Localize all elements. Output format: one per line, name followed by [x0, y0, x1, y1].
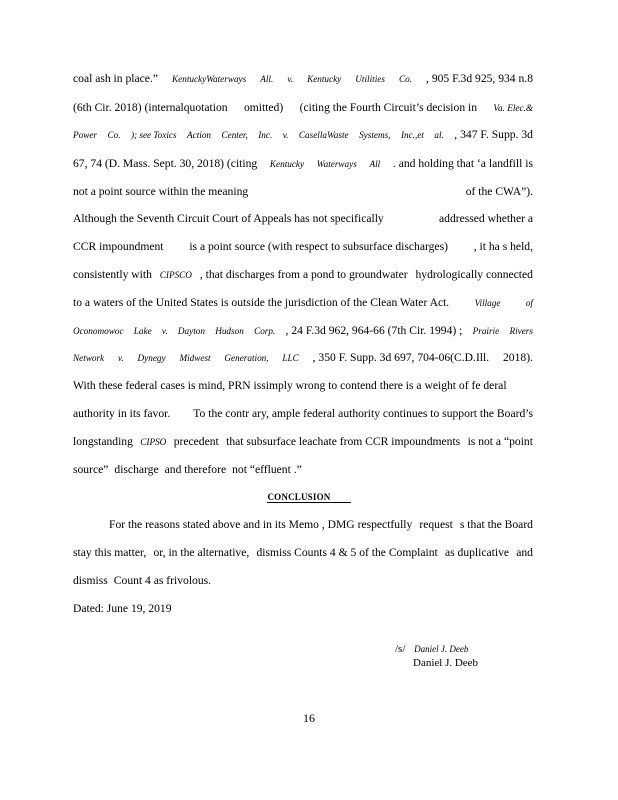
text-segment: longstanding [73, 435, 133, 448]
body-text-line [73, 185, 533, 199]
italic-citation-text: CIPSCO [159, 270, 192, 280]
body-text-line [73, 240, 533, 254]
body-text-line [73, 128, 533, 142]
text-segment: that subsurface leachate from CCR impoundments [226, 435, 461, 448]
body-text-line [73, 435, 533, 449]
italic-citation-text: v. [287, 74, 294, 84]
body-text-line [73, 463, 533, 477]
italic-citation-text: KentuckyWaterways [172, 74, 247, 84]
body-text-line [73, 407, 533, 421]
italic-citation-text: v. [282, 130, 289, 140]
italic-citation-text: Midwest [179, 353, 211, 363]
italic-citation-text: Oconomowoc [73, 326, 124, 336]
body-text-line [73, 296, 533, 310]
italic-citation-text: Va. Elec.& [493, 103, 533, 113]
text-segment: , 347 F. Supp. 3d [454, 128, 533, 141]
italic-citation-text: Dayton [177, 326, 205, 336]
text-segment: of the CWA”). [465, 185, 533, 198]
text-segment: to a waters of the United States is outside the jurisdiction of the Clean Water Act. [73, 296, 450, 309]
text-segment: precedent [173, 435, 219, 448]
body-text-line [73, 157, 533, 171]
text-segment: and [516, 546, 533, 559]
italic-citation-text: Corp. [254, 326, 276, 336]
text-segment: Dated: June 19, 2019 [73, 602, 172, 615]
text-segment: To the contr ary, ample federal authority continues to support the Board’s [193, 407, 533, 420]
italic-citation-text: All [369, 159, 381, 169]
text-segment: . and holding that ‘a landfill is [392, 157, 533, 170]
text-segment: and therefore [164, 463, 227, 476]
body-text-line [73, 101, 533, 115]
text-segment: as duplicative [444, 546, 510, 559]
italic-citation-text: Dynegy [137, 353, 166, 363]
section-heading: CONCLUSION [0, 492, 618, 503]
signature-line [395, 643, 468, 655]
italic-citation-text: Inc. [258, 130, 273, 140]
italic-citation-text: All. [260, 74, 274, 84]
text-segment: With these federal cases is mind, PRN issimply wrong to contend there is a weight of fe deral [73, 379, 507, 392]
text-segment: source” [73, 463, 109, 476]
text-segment: (6th Cir. 2018) (internalquotation [73, 101, 228, 114]
text-segment: , 350 F. Supp. 3d 697, 704-06(C.D.Ill. [312, 351, 490, 364]
italic-citation-text: ); see Toxics [130, 130, 177, 140]
text-segment: not a point source within the meaning [73, 185, 249, 198]
text-segment: hydrologically connected [415, 268, 533, 281]
italic-citation-text: al. [434, 130, 444, 140]
italic-citation-text: v. [117, 353, 124, 363]
text-segment: , 905 F.3d 925, 934 n.8 [426, 72, 533, 85]
italic-citation-text: Lake [133, 326, 152, 336]
italic-citation-text: Systems, [359, 130, 391, 140]
text-segment: , 24 F.3d 962, 964-66 (7th Cir. 1994) ; [285, 324, 463, 337]
italic-citation-text: v. [161, 326, 168, 336]
italic-citation-text: CasellaWaste [298, 130, 349, 140]
italic-citation-text: Co. [398, 74, 412, 84]
text-segment: consistently with [73, 268, 152, 281]
text-segment: request [419, 518, 453, 531]
italic-citation-text: Generation, [224, 353, 269, 363]
text-segment: omitted) [243, 101, 284, 114]
body-text-line [73, 602, 533, 616]
italic-citation-text: Utilities [355, 74, 385, 84]
text-segment: , it ha s held, [473, 240, 533, 253]
text-segment: For the reasons stated above and in its Memo , DMG respectfully [109, 518, 413, 531]
text-segment: 67, 74 (D. Mass. Sept. 30, 2018) (citing [73, 157, 258, 170]
italic-citation-text: Center, [221, 130, 248, 140]
text-segment: not “effluent .” [232, 463, 302, 476]
text-segment: CCR impoundment [73, 240, 164, 253]
text-segment: s that the Board [459, 518, 533, 531]
text-segment: , that discharges from a pond to groundwater [199, 268, 408, 281]
italic-citation-text: of [525, 298, 533, 308]
italic-citation-text: Rivers [509, 326, 533, 336]
italic-citation-text: Action [187, 130, 212, 140]
signature-prefix: /s/ [395, 643, 406, 655]
text-segment: addressed whether a [439, 212, 533, 225]
body-text-line [109, 518, 533, 532]
text-segment: or, in the alternative, [153, 546, 250, 559]
text-segment: is not a “point [467, 435, 533, 448]
text-segment: Count 4 as frivolous. [113, 574, 212, 587]
text-segment: authority in its favor. [73, 407, 171, 420]
body-text-line [73, 546, 533, 560]
italic-citation-text: Kentucky [269, 159, 305, 169]
text-segment: dismiss Counts 4 & 5 of the Complaint [256, 546, 438, 559]
body-text-line [73, 212, 533, 226]
italic-citation-text: CIPSO [140, 437, 167, 447]
text-segment: stay this matter, [73, 546, 147, 559]
italic-citation-text: Power [73, 130, 97, 140]
text-segment: discharge [114, 463, 159, 476]
text-segment: is a point source (with respect to subsurface discharges) [189, 240, 448, 253]
italic-citation-text: Network [73, 353, 105, 363]
italic-citation-text: Prairie [472, 326, 500, 336]
body-text-line [73, 72, 533, 86]
body-text-line [73, 268, 533, 282]
signature-italic: Daniel J. Deeb [414, 644, 469, 654]
italic-citation-text: Village [474, 298, 501, 308]
text-segment: dismiss [73, 574, 108, 587]
body-text-line [73, 351, 533, 365]
body-text-line [73, 574, 533, 588]
text-segment: 2018). [503, 351, 533, 364]
page-number: 16 [303, 711, 315, 725]
italic-citation-text: Hudson [215, 326, 244, 336]
text-segment: Although the Seventh Circuit Court of Appeals has not specifically [73, 212, 384, 225]
italic-citation-text: Kentucky [307, 74, 342, 84]
body-text-line [73, 324, 533, 338]
text-segment: (citing the Fourth Circuit’s decision in [299, 101, 478, 114]
italic-citation-text: Waterways [316, 159, 357, 169]
body-text-line [73, 379, 533, 393]
text-segment: coal ash in place.” [73, 72, 158, 85]
italic-citation-text: Co. [107, 130, 121, 140]
italic-citation-text: LLC [282, 353, 299, 363]
signatory-name: Daniel J. Deeb [413, 657, 479, 669]
italic-citation-text: Inc.,et [400, 130, 424, 140]
